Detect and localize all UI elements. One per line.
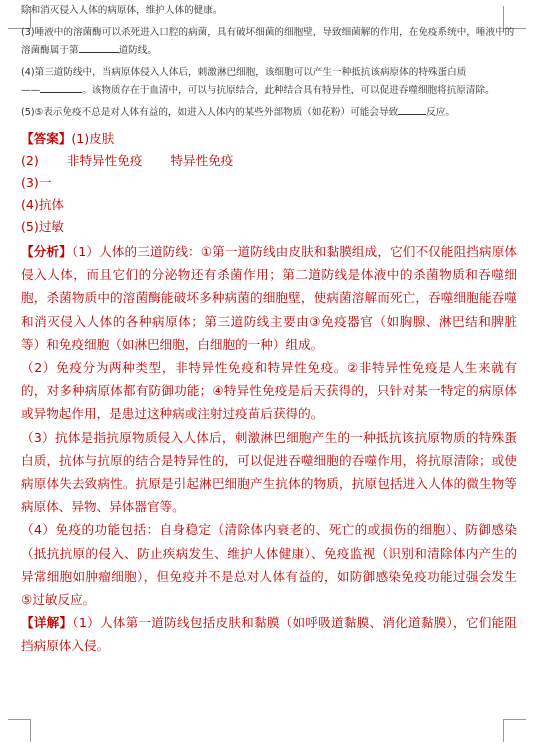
question-4: [21, 64, 517, 100]
corner-mark-bottom-left: [8, 719, 31, 742]
question-4-tail: 。该物质存在于血清中，可以与抗原结合，此种结合具有特异性，可以促进吞噬细胞将抗原清除。: [82, 85, 495, 96]
answer-blank: [79, 42, 119, 53]
question-5-text: (5)⑤表示免疫不总是对人体有益的，如进入人体内的某些外部物质（如花粉）可能会导致: [21, 107, 399, 118]
answer-line-1: [21, 128, 517, 150]
analysis-text-2: （2）免疫分为两种类型，非特异性免疫和特异性免疫。②非特异性免疫是人生来就有的，对多种病原体都有防御功能；④特异性免疫是后天获得的，只针对某一特定的病原体或异物起作用，是患过这种病或注射过疫苗后获得的。: [21, 360, 517, 422]
question-text: 除和消灭侵入人体的病原体，维护人体的健康。: [21, 5, 223, 16]
detail-label: 【详解】: [21, 615, 73, 631]
answer-label: 【答案】: [21, 131, 72, 146]
question-5: [21, 104, 517, 122]
corner-mark-bottom-right: [503, 719, 526, 742]
question-4-dash: ——: [21, 85, 41, 96]
answer-3: (3)一: [21, 175, 52, 190]
question-4-text: (4)第三道防线中，当病原体侵入人体后，刺激淋巴细胞，该细胞可以产生一种抵抗该病原体的特殊蛋白质: [21, 67, 467, 78]
analysis-paragraph-3: [21, 426, 517, 519]
answer-2-value-2: 特异性免疫: [170, 153, 234, 168]
answer-blank: [40, 82, 82, 93]
analysis-text-3: （3）抗体是指抗原物质侵入人体后，刺激淋巴细胞产生的一种抵抗该抗原物质的特殊蛋白质，抗体与抗原的结合是特异性的，可以促进吞噬细胞的吞噬作用，将抗原清除；或使病原体失去致病性。抗原是引起淋巴细胞产生抗体的物质，抗原包括进入人体的微生物等病原体、异物、异体器官等。: [21, 429, 517, 515]
answer-line-3: [21, 172, 517, 194]
analysis-paragraph-4: [21, 518, 517, 611]
detail-text-1: （1）人体第一道防线包括皮肤和黏膜（如呼吸道黏膜、消化道黏膜），它们能阻挡病原体入侵。: [21, 615, 517, 654]
question-3-text: (3)唾液中的溶菌酶可以杀死进入口腔的病菌，具有破坏细菌的细胞壁，导致细菌解的作用，在免疫系统中，唾液中的溶菌酶属于第: [21, 27, 515, 56]
analysis-paragraph-1: [21, 240, 517, 356]
answer-5: (5)过敏: [21, 219, 65, 234]
document-body: [21, 2, 517, 658]
answer-2-number: (2): [21, 153, 39, 168]
analysis-text-4: （4）免疫的功能包括：自身稳定（清除体内衰老的、死亡的或损伤的细胞）、防御感染（抵抗抗原的侵入、防止疾病发生、维护人体健康）、免疫监视（识别和清除体内产生的异常细胞如肿瘤细胞），但免疫并不是总对人体有益的，如防御感染免疫功能过强会发生⑤过敏反应。: [21, 522, 517, 608]
detail-paragraph-1: [21, 611, 517, 657]
answer-line-4: [21, 194, 517, 216]
analysis-label: 【分析】: [21, 244, 72, 259]
answer-blank: [398, 104, 426, 115]
answer-line-5: [21, 216, 517, 238]
analysis-text-1: （1）人体的三道防线：①第一道防线由皮肤和黏膜组成，它们不仅能阻挡病原体侵入人体，而且它们的分泌物还有杀菌作用；第二道防线是体液中的杀菌物质和吞噬细胞，杀菌物质中的溶菌酶能破坏多种病菌的细胞壁，使病菌溶解而死亡，吞噬细胞能吞噬和消灭侵入人体的各种病原体；第三道防线主要由③免疫器官（如胸腺、淋巴结和脾脏等）和免疫细胞（如淋巴细胞，白细胞的一种）组成。: [21, 244, 518, 352]
answer-2-value-1: 非特异性免疫: [66, 153, 143, 168]
analysis-paragraph-2: [21, 356, 517, 426]
answer-line-2: [21, 150, 517, 172]
question-5-tail: 反应。: [426, 107, 455, 118]
question-continuation: [21, 2, 517, 20]
answer-4: (4)抗体: [21, 197, 65, 212]
question-3-tail: 道防线。: [118, 45, 157, 56]
question-3: [21, 24, 517, 60]
answer-1: (1)皮肤: [71, 131, 115, 146]
